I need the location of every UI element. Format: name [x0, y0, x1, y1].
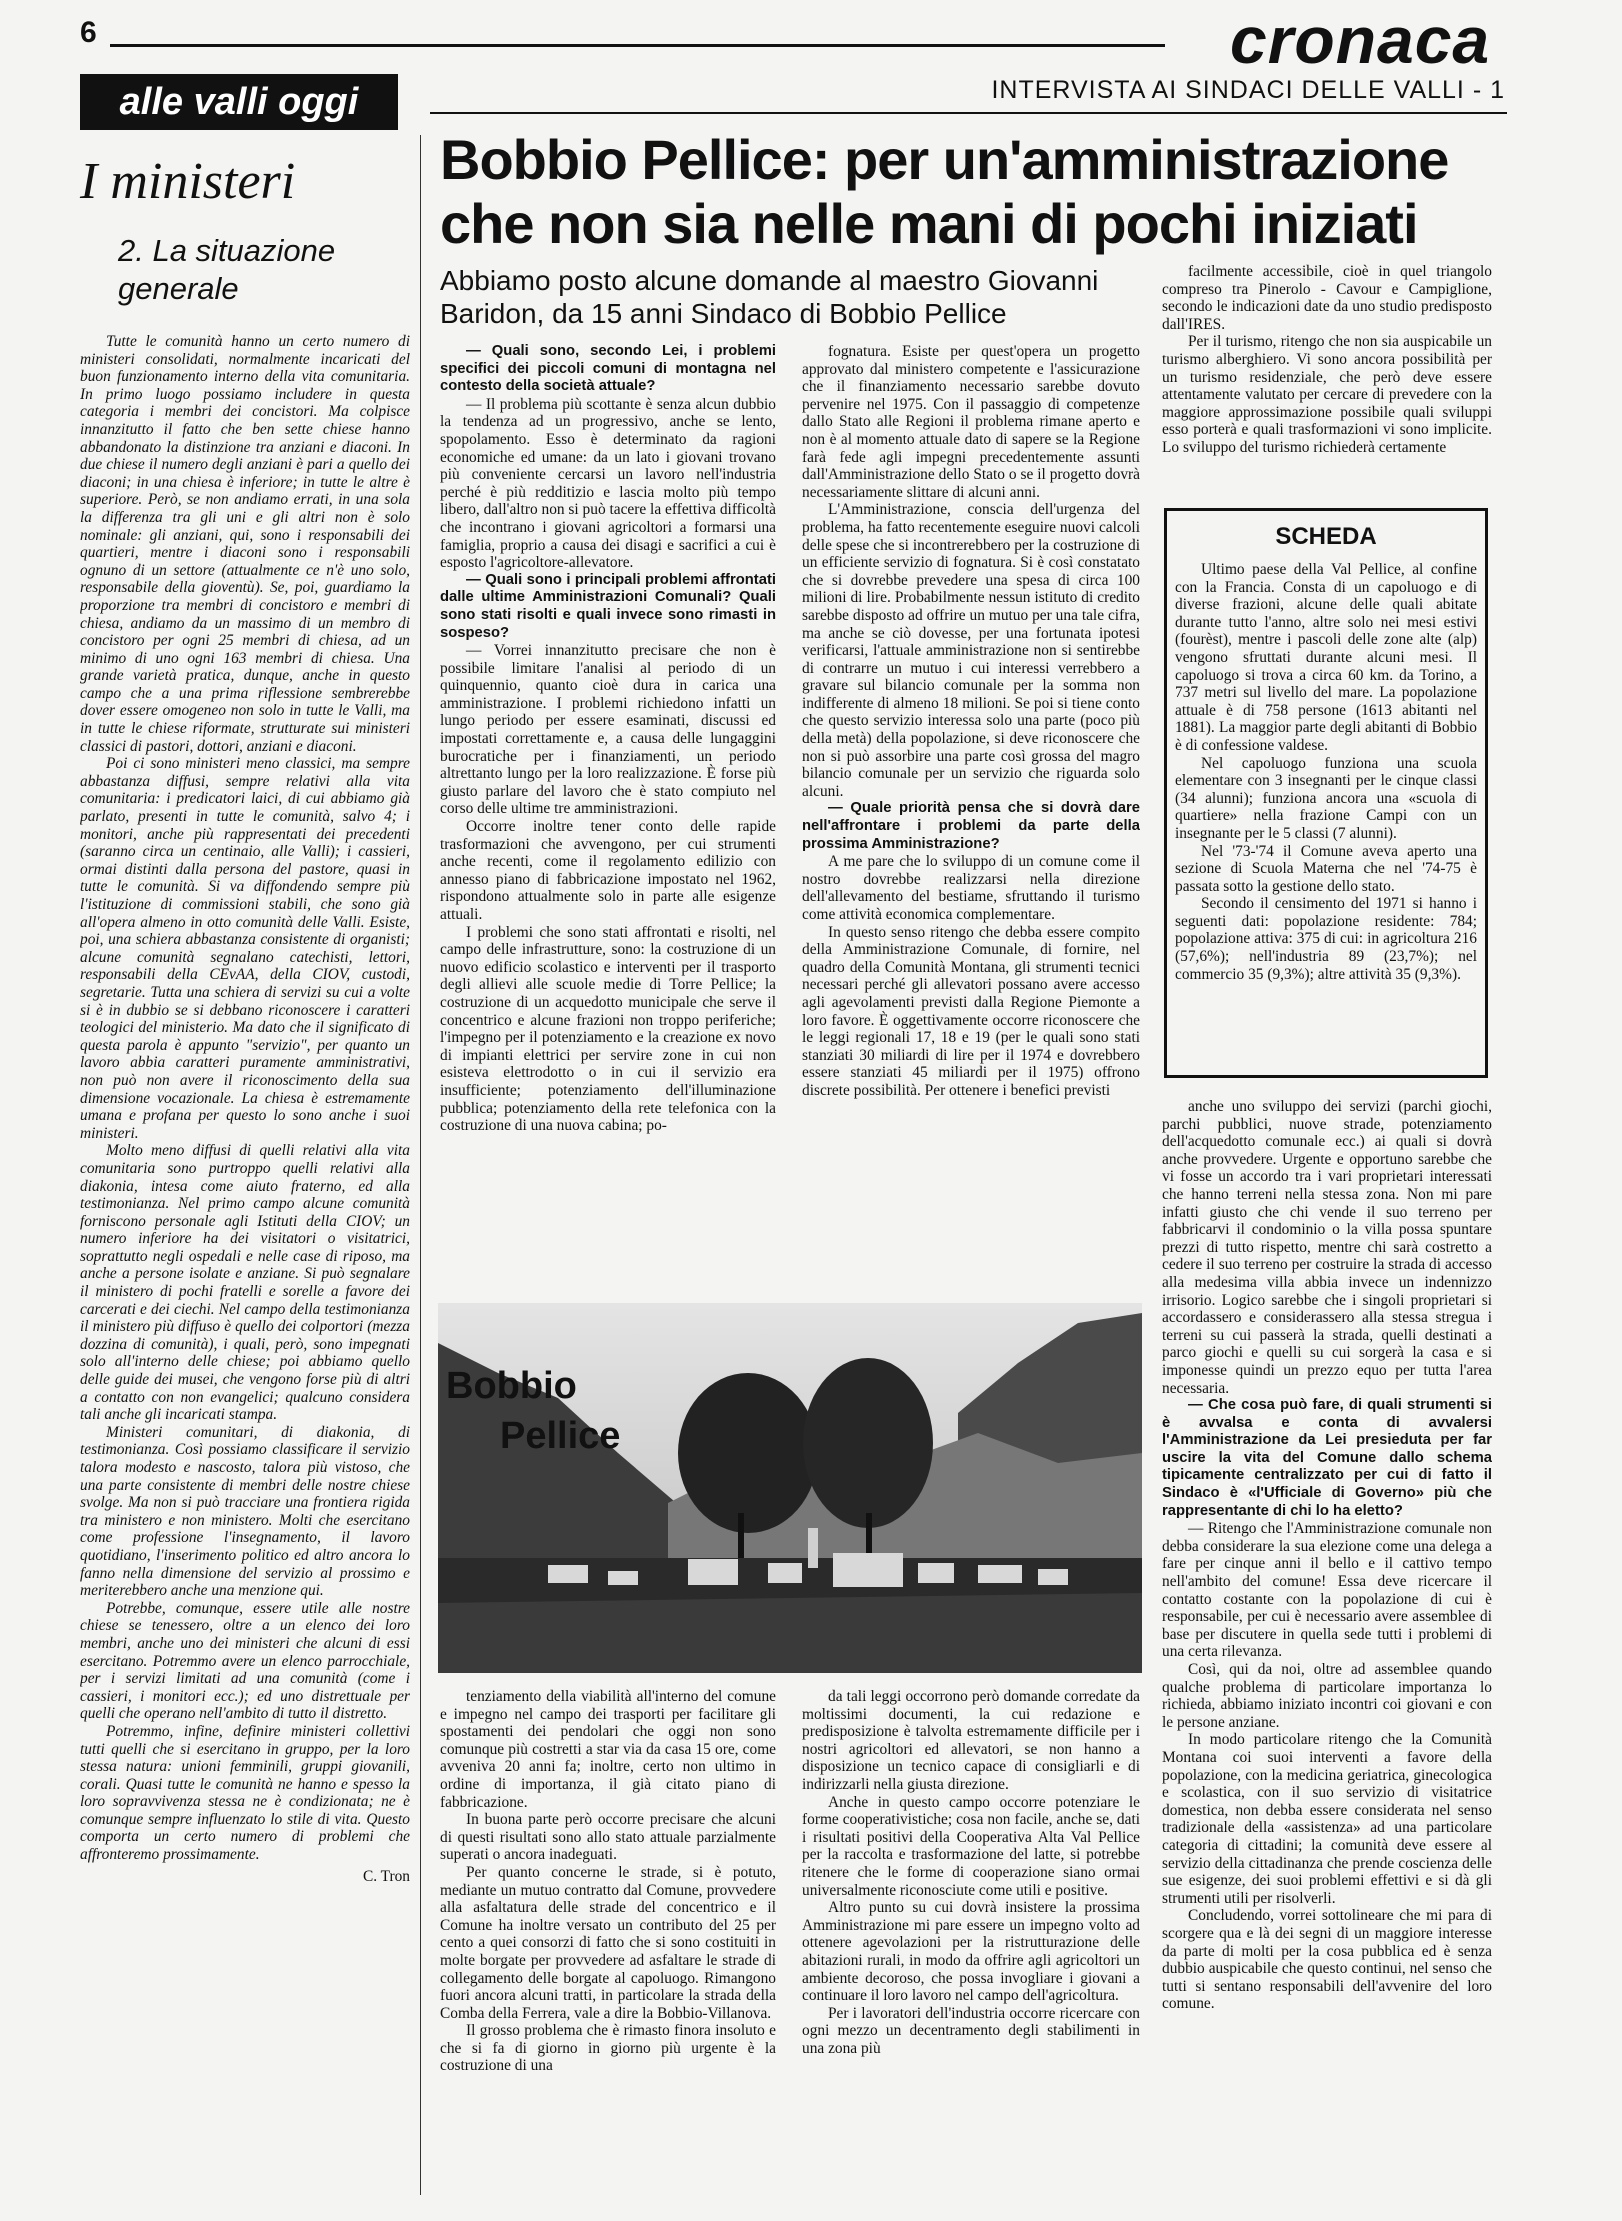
bell-tower: [808, 1528, 818, 1568]
article-paragraph: — Il problema più scottante è senza alcun dubbio la tendenza ad un progressivo, anche se lento, spopolamento. Esso è determinato da ragioni economiche ed umane: da un lato i giovani trovano più conveniente cercarsi un lavoro nell'industria perché è più redditizio e lascia molto più tempo libero, dall'altro non si può tacere la effettiva difficoltà che incontrano i giovani agricoltori a formarsi una famiglia, proprio a causa dei disagi e sacrifici a cui è esposto l'agricoltore-allevatore.: [440, 395, 776, 572]
article-paragraph: Altro punto su cui dovrà insistere la prossima Amministrazione mi pare essere un impegno volto ad ottenere agevolazioni per la ristrutturazione delle abitazioni rurali, in modo da offrire agli agricoltori un ambiente decoroso, che possa invogliare i giovani a continuare il loro lavoro nel campo dell'agricoltura.: [802, 1899, 1140, 2005]
article-column: [440, 1688, 776, 2193]
article-headline: Bobbio Pellice: per un'amministrazione che non sia nelle mani di pochi iniziati: [440, 128, 1449, 255]
sidebar-paragraph: Potremmo, infine, definire ministeri collettivi tutti quelli che si esercitano in gruppo, per la loro stessa natura: unioni femminili, gruppi giovanili, corali. Quasi tutte le comunità ne hanno e spesso la loro sopravvivenza stessa ne è condizionata; ne è comunque sempre influenzato lo stile di vita. Questo comporta un certo numero di problemi che affronteremo prossimamente.: [80, 1722, 410, 1864]
fact-box-paragraph: Nel capoluogo funziona una scuola elementare con 3 insegnanti per le cinque classi (34 alunni); funziona ancora una «scuola di quartiere» nella frazione Campi con un insegnante per le 5 classi (7 alunni).: [1175, 754, 1477, 842]
article-paragraph: — Ritengo che l'Amministrazione comunale non debba considerare la sua elezione come una delega a fare per cinque anni il bello e il cattivo tempo nell'ambito del comune! Essa deve ricercare il contatto costante con la popolazione di cui è responsabile, per cui è necessario avere assemblee di base per discutere in quella sede tutti i problemi di una certa rilevanza.: [1162, 1520, 1492, 1661]
article-paragraph: tenziamento della viabilità all'interno del comune e impegno nel campo dei trasporti per facilitare gli spostamenti dei pendolari che oggi non sono comunque più costretti a star via da casa 15 ore, come avveniva 20 anni fa; inoltre, certo non ultimo in ordine di importanza, il già citato piano di fabbricazione.: [440, 1688, 776, 1811]
sidebar-title: I ministeri: [80, 153, 296, 210]
article-paragraph: Concludendo, vorrei sottolineare che mi para di scorgere qua e là dei segni di un maggiore interesse da parte di molti per la cosa pubblica ed è senza dubbio auspicabile che questo continui, nel senso che tutti si sentano responsabili dell'avvenire del loro comune.: [1162, 1907, 1492, 2013]
fact-box-paragraph: Ultimo paese della Val Pellice, al confine con la Francia. Consta di un capoluogo e di diverse frazioni, alcune delle quali abitate durante tutto l'anno, altre solo nei mesi estivi (fourèst), mentre i pascoli delle zone alte (alp) vengono sfruttati durante alcuni mesi. Il capoluogo si trova a circa 60 km. da Torino, a 737 metri sul livello del mare. La popolazione attuale è di 758 persone (1613 abitanti nel 1881). La maggior parte degli abitanti di Bobbio è di confessione valdese.: [1175, 561, 1477, 754]
article-paragraph: — Vorrei innanzitutto precisare che non è possibile limitare l'analisi al periodo di un quinquennio, quanto cioè dura in carica una amministrazione. I problemi richiedono infatti un lungo periodo per essere esaminati, discussi ed impostati correttamente e, a causa delle lungaggini burocratiche per i finanziamenti, un periodo altrettanto lungo per la loro realizzazione. È forse più giusto parlare del lavoro che è stato compiuto nel corso delle ultime tre amministrazioni.: [440, 642, 776, 818]
article-paragraph: In buona parte però occorre precisare che alcuni di questi risultati sono allo stato attuale parzialmente superati o ancora inadeguati.: [440, 1811, 776, 1864]
article-paragraph: facilmente accessibile, cioè in quel triangolo compreso tra Pinerolo - Cavour e Campiglione, secondo le indicazioni date da uno studio predisposto dall'IRES.: [1162, 263, 1492, 333]
interview-question: — Quale priorità pensa che si dovrà dare nell'affrontare i problemi da parte della prossima Amministrazione?: [802, 800, 1140, 852]
interview-question: — Quali sono, secondo Lei, i problemi specifici dei piccoli comuni di montagna nel contesto della società attuale?: [440, 343, 776, 395]
kicker-rule: [430, 112, 1507, 114]
article-paragraph: Per quanto concerne le strade, si è potuto, mediante un mutuo contratto dal Comune, provvedere alla asfaltatura delle strade del concentrico e il Comune ha inoltre versato un contributo del 25 per cento a quei consorzi di fatto che si sono costituiti in molte borgate per provvedere ad asfaltare le strade di collegamento delle borgate al capoluogo. Rimangono fuori ancora alcuni tratti, in particolare la strada della Comba della Ferrera, vale a dire la Bobbio-Villanova.: [440, 1863, 776, 2022]
article-column: [1162, 1098, 1492, 2193]
sidebar-paragraph: Potrebbe, comunque, essere utile alle nostre chiese se tenessero, oltre a un elenco dei loro membri, anche uno dei ministeri che alcuni di essi esercitano. Potremmo avere un elenco parrocchiale, per i servizi limitati ad una comunità (come i cassieri, i monitori ecc.); ed uno distrettuale per quelli che operano nell'ambito di tutto il distretto.: [80, 1599, 410, 1723]
sidebar-body: [80, 333, 410, 2203]
article-paragraph: anche uno sviluppo dei servizi (parchi giochi, parchi pubblici, nuove strade, potenziamento dell'acquedotto comunale ecc.) ai quali si dovrà anche provvedere. Urgente e opportuno sarebbe che vi fosse un accordo tra i vari proprietari interessati che hanno terreni nella stessa zona. Non mi pare infatti giusto che chi vende il suo terreno per fabbricarvi il condominio o la villa possa spuntare prezzi di tutto rispetto, mentre chi sarà costretto a cedere il suo terreno per costruire la strada di accesso alla medesima villa abbia invece un indennizzo irrisorio. Logico sarebbe che i singoli proprietari si accordassero e considerassero alla stessa stregua i terreni su cui passerà la strada, quelli destinati a parco giochi e quelli su cui sorgerà la casa e si imponesse quindi un prezzo equo per tutta l'area necessaria.: [1162, 1098, 1492, 1397]
fact-box-body: [1175, 561, 1477, 1066]
author-signature: C. Tron: [362, 1867, 410, 1885]
sidebar-paragraph: Molto meno diffusi di quelli relativi alla vita comunitaria sono purtroppo quelli relativi alla diakonia, intesa come aiuto fraterno, ed alla testimonianza. Nel primo campo alcune comunità forniscono personale agli Istituti della CIOV; un numero inferiore ha dei visitatori o visitatrici, soprattutto negli ospedali e nelle case di riposo, ma anche a persone isolate e anziane. Si può segnalare il ministero di pochi fratelli e sorelle a favore dei carcerati e dei ciechi. Nel campo della testimonianza il ministero più diffuso è quello dei colportori (mezza dozzina di comunità), i quali, però, sono impegnati solo all'interno delle chiese; poi abbiamo quello delle guide dei musei, che vengono forse più di altri a contatto con non evangelici; qualcuno considera tali anche gli incaricati stampa.: [80, 1142, 410, 1424]
sidebar-paragraph: Tutte le comunità hanno un certo numero di ministeri consolidati, normalmente incaricati del buon funzionamento interno della vita comunitaria. In primo luogo possiamo includere in questa categoria i membri dei concistori. Ma colpisce innanzitutto il fatto che ben sette chiese hanno abbandonato la distinzione tra anziani e diaconi. In due chiese il numero degli anziani è pari a quello dei diaconi; in una chiesa è inferiore; in tutte le altre è superiore. Però, se non andiamo errati, in una sola la differenza tra gli uni e gli altri non è solo nominale: gli anziani, qui, sono i responsabili dei quartieri, mentre i diaconi sono i responsabili ognuno di un settore (attualmente ce n'è uno solo, responsabile della gioventù). Se, poi, guardiamo la proporzione tra membri di concistoro e membri di chiesa, andiamo da un massimo di un membro di concistoro per ogni 25 membri di chiesa, ad un minimo di uno ogni 163 membri di chiesa. Una grande varietà pratica, dunque, anche in questo campo che a una prima riflessione sembrerebbe dover essere omogeneo non solo in tutte le Valli, ma in tutte le chiese riformate, strutturate sui ministeri classici di pastori, dottori, anziani e diaconi.: [80, 333, 410, 755]
article-column: [802, 343, 1140, 1285]
village-photo: [438, 1303, 1142, 1673]
article-standfirst: Abbiamo posto alcune domande al maestro Giovanni Baridon, da 15 anni Sindaco di Bobbio Pellice: [440, 265, 1099, 329]
photo-caption: Bobbio: [446, 1365, 577, 1407]
article-column: [1162, 263, 1492, 505]
article-paragraph: A me pare che lo sviluppo di un comune come il nostro dovrebbe realizzarsi nella direzione dell'allevamento del bestiame, sfruttando il turismo come attività economica complementare.: [802, 853, 1140, 923]
tree: [803, 1358, 933, 1528]
series-title: INTERVISTA AI SINDACI DELLE VALLI - 1: [991, 76, 1505, 104]
article-paragraph: Il grosso problema che è rimasto finora insoluto e che si fa di giorno in giorno più urgente è la costruzione di una: [440, 2022, 776, 2075]
fact-box-paragraph: Nel '73-'74 il Comune aveva aperto una sezione di Scuola Materna che nel '74-75 è passata sotto la gestione dello stato.: [1175, 842, 1477, 895]
article-column: [802, 1688, 1140, 2193]
sidebar-paragraph: Poi ci sono ministeri meno classici, ma sempre abbastanza diffusi, sempre relativi alla vita comunitaria: i predicatori laici, di cui abbiamo già parlato, presenti in tutte le comunità, salvo 4; i monitori, anche più rappresentati dei precedenti (saranno circa un centinaio, alle Valli); i cassieri, ormai distinti dalla persona del pastore, quasi in tutte le comunità. Si va diffondendo sempre più l'istituzione di commissioni stabili, che sono già all'opera almeno in otto comunità delle Valli. Esiste, poi, una schiera abbastanza consistente di organisti; alcune comunità segnalano catechisti, lettori, responsabili della CEvAA, della CIOV, custodi, segretarie. Tutta una schiera di servizi su cui a volte si è in dubbio se si debbano riconoscere i caratteri teologici del ministerio. Ma dato che il significato di questa parola è appunto "servizio", per quanto un lavoro abbia caratteri puramente amministrativi, non può non avere il riconoscimento della sua dimensione vocazionale. La chiesa è estremamente umana e profana per questo lo sono anche i suoi ministeri.: [80, 755, 410, 1142]
sidebar-subtitle: 2. La situazione generale: [118, 233, 336, 306]
article-paragraph: L'Amministrazione, conscia dell'urgenza del problema, ha fatto recentemente eseguire nuovi calcoli delle spese che si incontrerebbero per la costruzione di un efficiente servizio di fognatura. Si è così constatato che si dovrebbe prevedere una spesa di circa 100 milioni di lire. Probabilmente nessun istituto di credito sarebbe disposto ad offrire un mutuo per una tale cifra, ma anche se ciò dovesse, per una fortunata ipotesi verificarsi, l'attuale amministrazione non si sentirebbe di contrarre un mutuo i cui interessi verrebbero a gravare sul bilancio comunale per la somma non indifferente di almeno 18 milioni. Se poi si tiene conto che questo servizio interessa solo una parte (poco più della metà) della popolazione, si deve riconoscere che non si può assorbire una parte così grossa del magro bilancio comunale per un servizio che riguarda solo alcuni.: [802, 501, 1140, 800]
interview-question: — Quali sono i principali problemi affrontati dalle ultime Amministrazioni Comunali? Quali sono stati risolti e quali invece sono rimasti in sospeso?: [440, 571, 776, 641]
article-paragraph: I problemi che sono stati affrontati e risolti, nel campo delle infrastrutture, sono: la costruzione di un nuovo edificio scolastico e interventi per il trasporto degli allievi alle scuole medie di Torre Pellice; la costruzione di un acquedotto municipale che serve il concentrico e alcune frazioni non troppo periferiche; l'impegno per il potenziamento e la creazione ex novo di impianti elettrici per servire zone in cui non esisteva elettrodotto o in cui il servizio era insufficiente; potenziamento dell'illuminazione pubblica; potenziamento della rete telefonica con la costruzione di una nuova cabina; po-: [440, 923, 776, 1135]
fact-box: [1164, 508, 1488, 1078]
article-paragraph: Per il turismo, ritengo che non sia auspicabile un turismo alberghiero. Vi sono ancora possibilità per un turismo residenziale, che però deve essere attentamente valutato per cercare di prevedere con la maggiore approssimazione possibile quali sviluppi esso porterà e quali trasformazioni vi sono implicite. Lo sviluppo del turismo richiederà certamente: [1162, 333, 1492, 456]
article-paragraph: Così, qui da noi, oltre ad assemblee quando qualche problema di particolare importanza lo richieda, abbiamo iniziato incontri coi giovani e con le persone anziane.: [1162, 1661, 1492, 1731]
article-paragraph: Anche in questo campo occorre potenziare le forme cooperativistiche; cosa non facile, anche se, dati i risultati positivi della Cooperativa Alta Val Pellice per la raccolta e trasformazione del latte, si potrebbe ritenere che le forme di cooperazione siano ormai universalmente riconosciute come utili e positive.: [802, 1793, 1140, 1899]
page-number: 6: [80, 16, 97, 49]
interview-question: — Che cosa può fare, di quali strumenti si è avvalsa e conta di avvalersi l'Amministrazione da Lei presieduta per far uscire la vita del Comune dallo schema tipicamente centralizzato per cui di fatto il Sindaco è «l'Ufficiale di Governo» più che rappresentante di chi lo ha eletto?: [1162, 1397, 1492, 1519]
column-badge: alle valli oggi: [80, 74, 398, 130]
article-column: [440, 343, 776, 1285]
sidebar-paragraph: Ministeri comunitari, di diakonia, di testimonianza. Così possiamo classificare il servizio talora modesto e nascosto, talora più vistoso, che una parte consistente di membri delle nostre chiese svolge. Ma non si può tracciare una frontiera rigida tra ministero e non ministero. Molti che esercitano come professione l'insegnamento, il lavoro quotidiano, l'inserimento politico ed altro ancora lo fanno nella dimensione del servizio al prossimo e meriterebbero anche una menzione qui.: [80, 1423, 410, 1600]
fact-box-title: SCHEDA: [1275, 523, 1377, 550]
article-paragraph: In questo senso ritengo che debba essere compito della Amministrazione Comunale, di fornire, nel quadro della Comunità Montana, gli strumenti tecnici necessari perché gli allevatori possano avere accesso agli agevolamenti previsti dalla Regione Piemonte a loro favore. È oggettivamente occorre riconoscere che le leggi regionali 17, 18 e 19 (per le quali sono stati stanziati 30 miliardi di lire per il 1974 e dovrebbero essere stanziati 45 miliardi per il 1975) offrono discrete possibilità. Per ottenere i benefici previsti: [802, 923, 1140, 1099]
article-paragraph: da tali leggi occorrono però domande corredate da moltissimi documenti, la cui redazione e predisposizione è talvolta estremamente difficile per i nostri agricoltori ed allevatori, se non hanno a disposizione un tecnico capace di consigliarli e di indirizzarli nella giusta direzione.: [802, 1688, 1140, 1793]
column-divider: [420, 135, 421, 2195]
article-paragraph: Per i lavoratori dell'industria occorre ricercare con ogni mezzo un decentramento degli stabilimenti in una zona più: [802, 2004, 1140, 2057]
section-name: cronaca: [1230, 3, 1491, 77]
tree: [678, 1373, 818, 1533]
article-paragraph: fognatura. Esiste per quest'opera un progetto approvato dal ministero competente e l'assicurazione che il finanziamento necessario sarebbe dovuto pervenire nel 1975. Con il passaggio di competenze dallo Stato alle Regioni il problema rimane aperto e non è al momento attuale dato di sapere se la Regione farà fede agli impegni precedentemente assunti dall'Amministrazione dello Stato o se il progetto dovrà necessariamente slittare di alcuni anni.: [802, 343, 1140, 501]
header-rule: [110, 44, 1165, 47]
photo-caption: Pellice: [500, 1415, 621, 1457]
fact-box-paragraph: Secondo il censimento del 1971 si hanno i seguenti dati: popolazione residente: 784; popolazione attiva: 375 di cui: in agricoltura 216 (57,6%); nell'industria 89 (23,7%); nel commercio 35 (9,3%); altre attività 35 (9,3%).: [1175, 895, 1477, 983]
article-paragraph: In modo particolare ritengo che la Comunità Montana coi suoi interventi a favore della popolazione, con la medicina geriatrica, ginecologica e scolastica, con il suo servizio di visitatrice domestica, non debba essere considerata nel senso tradizionale della «assistenza» ad una particolare categoria di cittadini; la comunità deve essere al servizio della cittadinanza che prende coscienza delle sue esigenze, dei suoi problemi effettivi e si dà gli strumenti utili per risolverli.: [1162, 1731, 1492, 1907]
article-paragraph: Occorre inoltre tener conto delle rapide trasformazioni che avvengono, per cui strumenti anche recenti, come il regolamento edilizio con annesso piano di fabbricazione impostato nel 1962, rispondono attualmente solo in parte alle esigenze attuali.: [440, 818, 776, 923]
